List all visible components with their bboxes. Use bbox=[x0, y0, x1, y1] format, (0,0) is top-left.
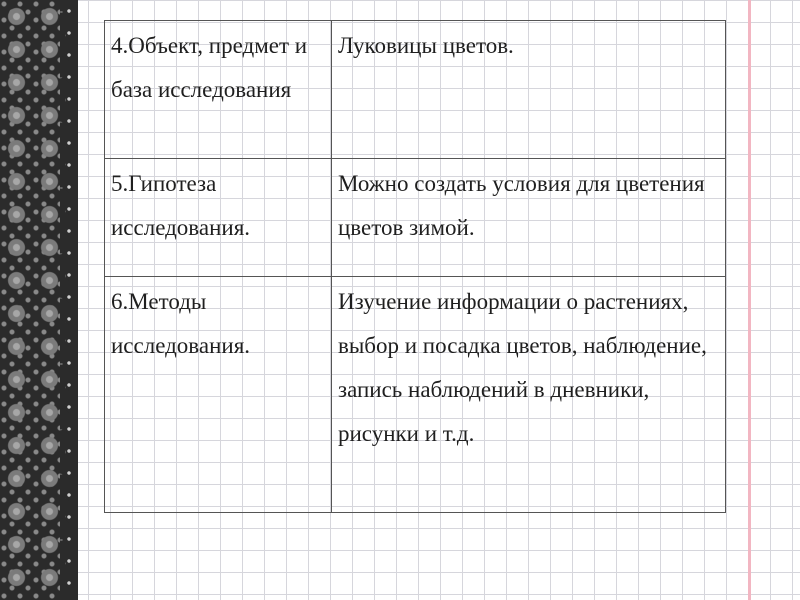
row-label-cell bbox=[105, 159, 332, 277]
row-label: 5.Гипотеза исследования. bbox=[111, 171, 251, 240]
row-value: Можно создать условия для цветения цветов зимой. bbox=[337, 171, 705, 240]
lace-scallop-edge bbox=[60, 0, 78, 600]
row-value: Луковицы цветов. bbox=[337, 33, 514, 58]
table-row bbox=[105, 159, 726, 277]
table-row bbox=[105, 21, 726, 159]
table-row bbox=[105, 277, 726, 513]
row-label: 6.Методы исследования. bbox=[111, 289, 251, 358]
row-label-cell bbox=[105, 277, 332, 513]
row-value-cell bbox=[331, 159, 725, 277]
notebook-margin-line bbox=[748, 0, 751, 600]
research-info-table bbox=[104, 20, 726, 513]
lace-pattern bbox=[0, 0, 66, 600]
row-label-cell bbox=[105, 21, 332, 159]
row-value-cell bbox=[331, 21, 725, 159]
lace-border-decoration bbox=[0, 0, 78, 600]
row-value-cell bbox=[331, 277, 725, 513]
row-value: Изучение информации о растениях, выбор и посадка цветов, наблюдение, запись наблюдений в дневники, рисунки и т.д. bbox=[337, 289, 707, 446]
row-label: 4.Объект, предмет и база исследования bbox=[111, 33, 308, 102]
